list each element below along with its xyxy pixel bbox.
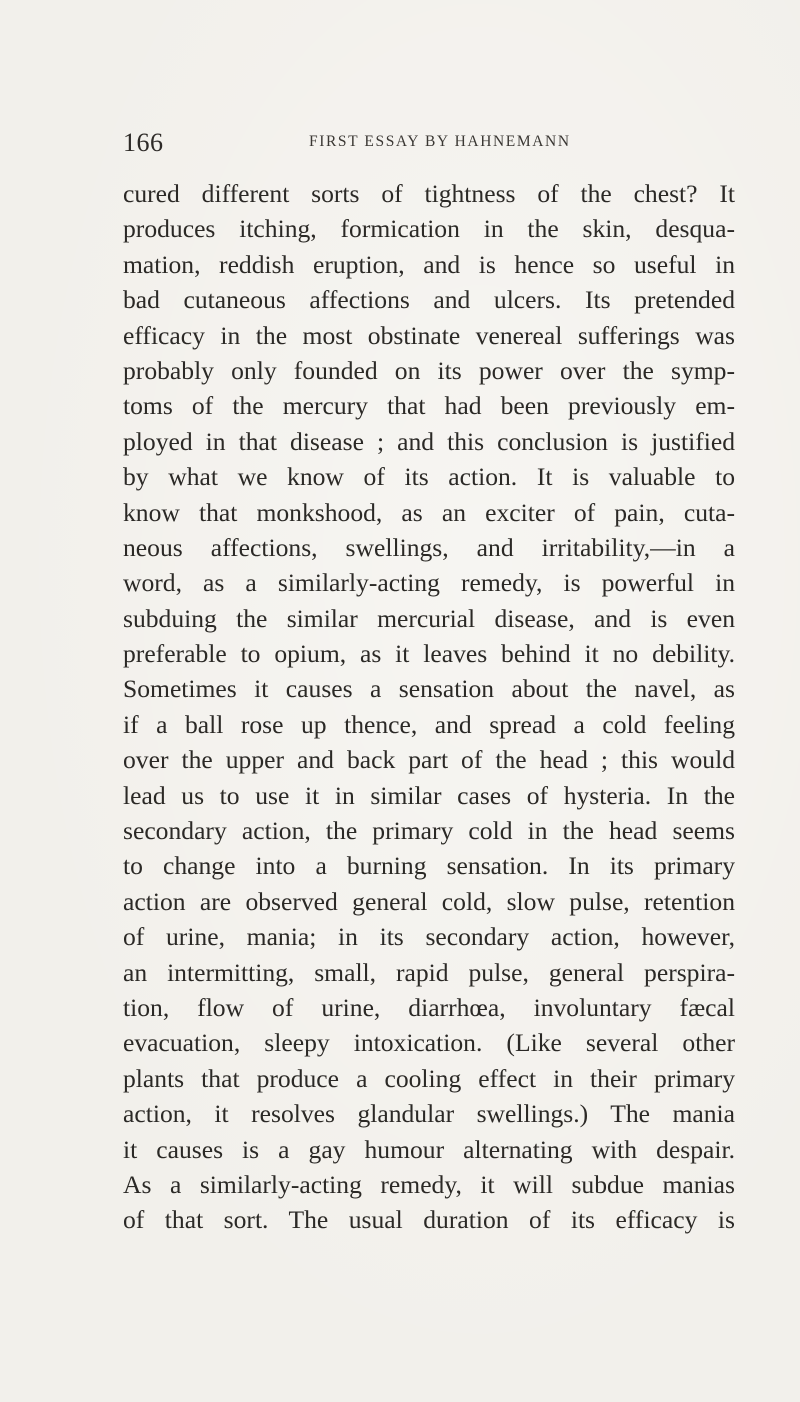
- text-line: of that sort. The usual duration of its efficacy is: [123, 1205, 735, 1235]
- text-line: if a ball rose up thence, and spread a cold feeling: [123, 709, 735, 739]
- text-line: mation, reddish eruption, and is hence so useful in: [123, 249, 735, 279]
- text-line: of urine, mania; in its secondary action, however,: [123, 922, 735, 952]
- page-header: [123, 128, 643, 164]
- text-line: lead us to use it in similar cases of hysteria. In the: [123, 780, 735, 810]
- text-line: neous affections, swellings, and irritability,—in a: [123, 532, 735, 562]
- text-line: preferable to opium, as it leaves behind it no debility.: [123, 639, 735, 669]
- text-line: toms of the mercury that had been previously em-: [123, 391, 735, 421]
- text-line: produces itching, formication in the skin, desqua-: [123, 214, 735, 244]
- text-line: plants that produce a cooling effect in their primary: [123, 1063, 735, 1093]
- text-line: to change into a burning sensation. In its primary: [123, 851, 735, 881]
- text-line: over the upper and back part of the head ; this would: [123, 745, 735, 775]
- text-line: bad cutaneous affections and ulcers. Its pretended: [123, 285, 735, 315]
- text-line: As a similarly-acting remedy, it will subdue manias: [123, 1169, 735, 1199]
- text-line: tion, flow of urine, diarrhœa, involuntary fæcal: [123, 992, 735, 1022]
- text-line: know that monkshood, as an exciter of pain, cuta-: [123, 497, 735, 527]
- text-line: action are observed general cold, slow pulse, retention: [123, 886, 735, 916]
- text-line: action, it resolves glandular swellings.) The mania: [123, 1099, 735, 1129]
- text-line: secondary action, the primary cold in the head seems: [123, 816, 735, 846]
- text-line: Sometimes it causes a sensation about the navel, as: [123, 674, 735, 704]
- text-line: evacuation, sleepy intoxication. (Like several other: [123, 1028, 735, 1058]
- text-line: by what we know of its action. It is valuable to: [123, 462, 735, 492]
- body-text: [123, 176, 735, 1238]
- text-line: efficacy in the most obstinate venereal sufferings was: [123, 320, 735, 350]
- text-line: an intermitting, small, rapid pulse, general perspira-: [123, 957, 735, 987]
- text-line: subduing the similar mercurial disease, and is even: [123, 603, 735, 633]
- page-number: 166: [123, 128, 164, 157]
- text-line: it causes is a gay humour alternating with despair.: [123, 1134, 735, 1164]
- text-line: probably only founded on its power over the symp-: [123, 355, 735, 385]
- running-head: FIRST ESSAY BY HAHNEMANN: [309, 133, 571, 150]
- text-line: ployed in that disease ; and this conclusion is justified: [123, 426, 735, 456]
- text-line: cured different sorts of tightness of the chest? It: [123, 179, 735, 208]
- text-line: word, as a similarly-acting remedy, is powerful in: [123, 568, 735, 598]
